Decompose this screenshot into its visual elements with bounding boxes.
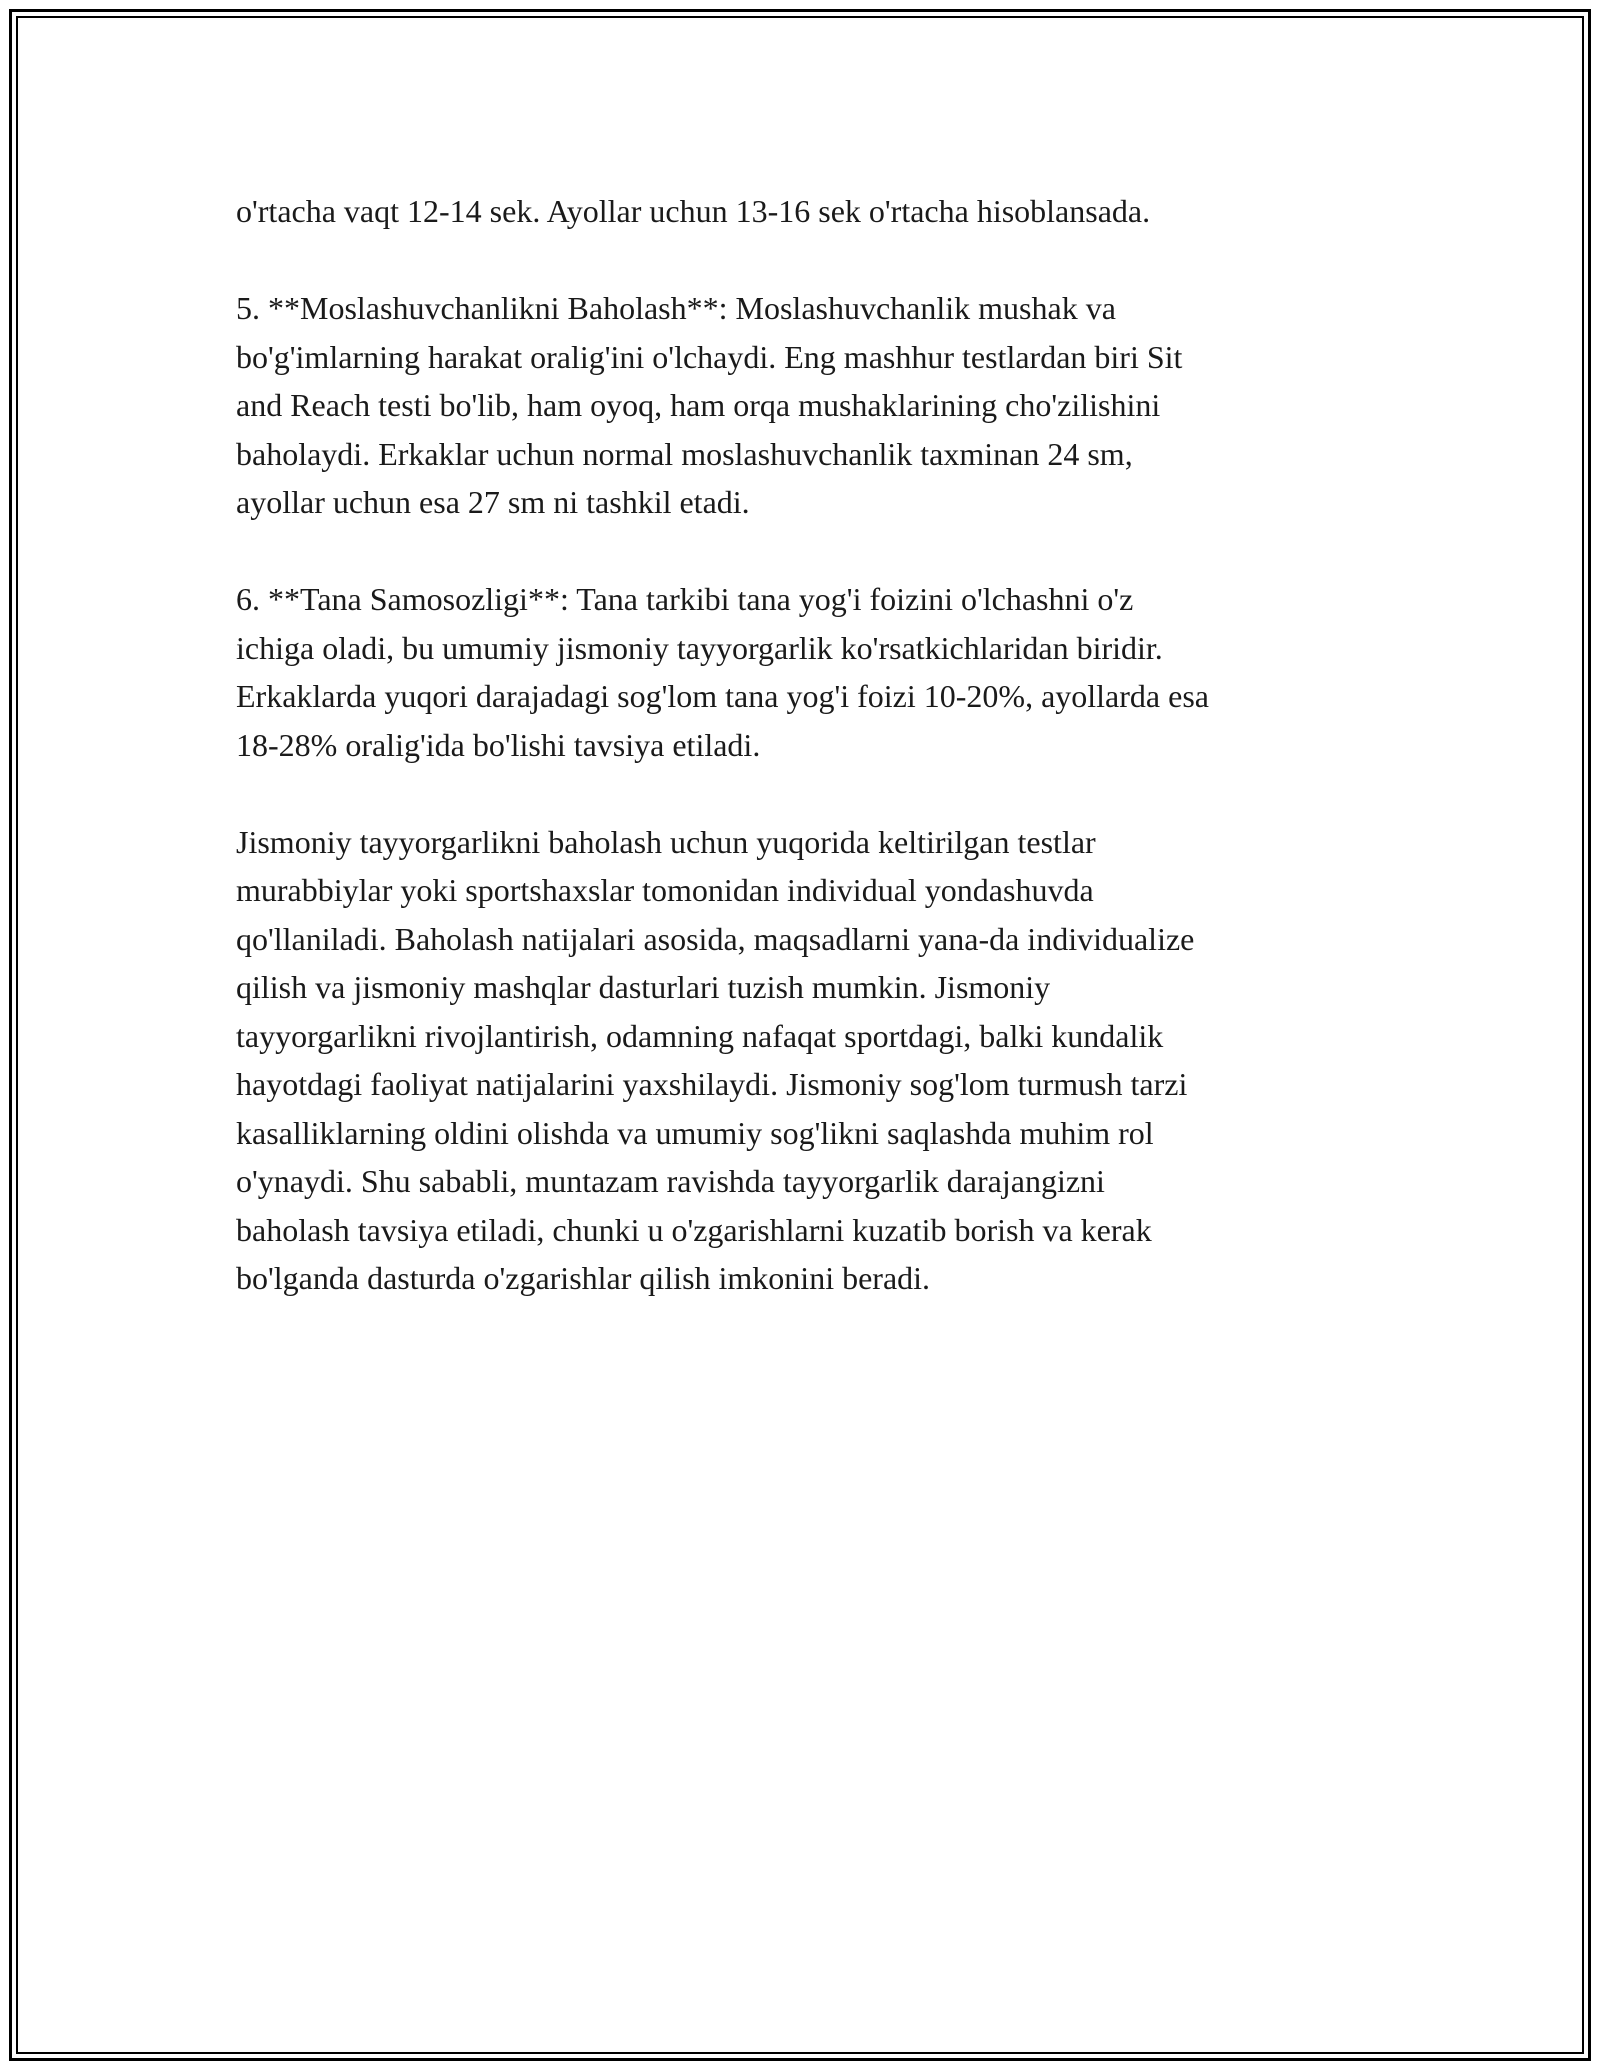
paragraph-conclusion: Jismoniy tayyorgarlikni baholash uchun yuqorida keltirilgan testlar murabbiylar yoki sportshaxslar tomonidan individual yondashuvda qo'llaniladi. Baholash natijalari asosida, maqsadlarni yana-da individualize qilish va jismoniy mashqlar dasturlari tuzish mumkin. Jismoniy tayyorgarlikni rivojlantirish, odamning nafaqat sportdagi, balki kundalik hayotdagi faoliyat natijalarini yaxshilaydi. Jismoniy sog'lom turmush tarzi kasalliklarning oldini olishda va umumiy sog'likni saqlashda muhim rol o'ynaydi. Shu sababli, muntazam ravishda tayyorgarlik darajangizni baholash tavsiya etiladi, chunki u o'zgarishlarni kuzatib borish va kerak bo'lganda dasturda o'zgarishlar qilish imkonini beradi. bbox=[236, 823, 1195, 1296]
paragraph-flexibility-assessment: 5. **Moslashuvchanlikni Baholash**: Moslashuvchanlik mushak va bo'g'imlarning harakat oralig'ini o'lchaydi. Eng mashhur testlardan biri Sit and Reach testi bo'lib, ham oyoq, ham orqa mushaklarining cho'zilishini baholaydi. Erkaklar uchun normal moslashuvchanlik taxminan 24 sm, ayollar uchun esa 27 sm ni tashkil etadi. bbox=[236, 290, 1183, 520]
paragraph-body-composition: 6. **Tana Samosozligi**: Tana tarkibi tana yog'i foizini o'lchashni o'z ichiga oladi, bu umumiy jismoniy tayyorgarlik ko'rsatkichlaridan biridir. Erkaklarda yuqori darajadagi sog'lom tana yog'i foizi 10-20%, ayollarda esa 18-28% oralig'ida bo'lishi tavsiya etiladi. bbox=[236, 581, 1209, 763]
document-body bbox=[236, 187, 1366, 1351]
paragraph-intro-continuation: o'rtacha vaqt 12-14 sek. Ayollar uchun 13-16 sek o'rtacha hisoblansada. bbox=[236, 193, 1151, 229]
